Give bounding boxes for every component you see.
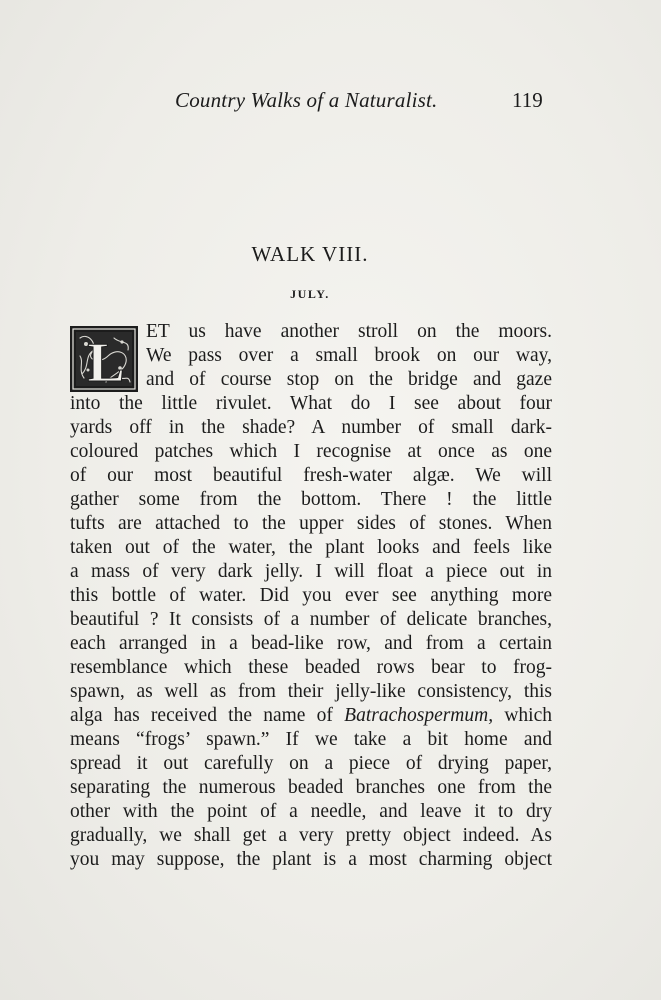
page-number: 119	[512, 88, 543, 112]
text-run: which	[493, 705, 552, 726]
text-line	[70, 704, 552, 728]
text-run: alga has received the name of	[70, 705, 345, 726]
text-line: each arranged in a bead-like row, and from a certain	[70, 633, 552, 654]
text-line: and of course stop on the bridge and gaze	[146, 369, 552, 390]
body-text	[70, 320, 552, 872]
text-line: gather some from the bottom. There ! the little	[70, 489, 552, 510]
text-line: ET us have another stroll on the moors.	[146, 321, 552, 342]
text-line: spawn, as well as from their jelly-like consistency, this	[70, 681, 552, 702]
text-line: this bottle of water. Did you ever see anything more	[70, 585, 552, 606]
running-title: Country Walks of a Naturalist.	[175, 88, 438, 112]
text-line: resemblance which these beaded rows bear to frog-	[70, 657, 552, 678]
text-line: of our most beautiful fresh-water algæ. We will	[70, 465, 552, 486]
text-line: a mass of very dark jelly. I will float a piece out in	[70, 561, 552, 582]
text-line: beautiful ? It consists of a number of delicate branches,	[70, 609, 552, 630]
text-line: We pass over a small brook on our way,	[146, 345, 552, 366]
text-line: other with the point of a needle, and leave it to dry	[70, 801, 552, 822]
chapter-title: WALK VIII.	[251, 242, 369, 266]
running-header	[0, 86, 661, 120]
text-line: into the little rivulet. What do I see about four	[70, 393, 552, 414]
drop-cap-letter: L	[87, 332, 125, 392]
text-line: you may suppose, the plant is a most charming object	[70, 849, 552, 870]
text-line: tufts are attached to the upper sides of stones. When	[70, 513, 552, 534]
text-line: yards off in the shade? A number of small dark-	[70, 417, 552, 438]
text-line: gradually, we shall get a very pretty object indeed. As	[70, 825, 552, 846]
chapter-subtitle: JULY.	[290, 287, 330, 301]
text-line: taken out of the water, the plant looks and feels like	[70, 537, 552, 558]
text-line: spread it out carefully on a piece of drying paper,	[70, 753, 552, 774]
text-line: coloured patches which I recognise at once as one	[70, 441, 552, 462]
text-line: means “frogs’ spawn.” If we take a bit home and	[70, 729, 552, 750]
italic-species-name: Batrachospermum,	[344, 705, 494, 726]
text-line: separating the numerous beaded branches one from the	[70, 777, 552, 798]
